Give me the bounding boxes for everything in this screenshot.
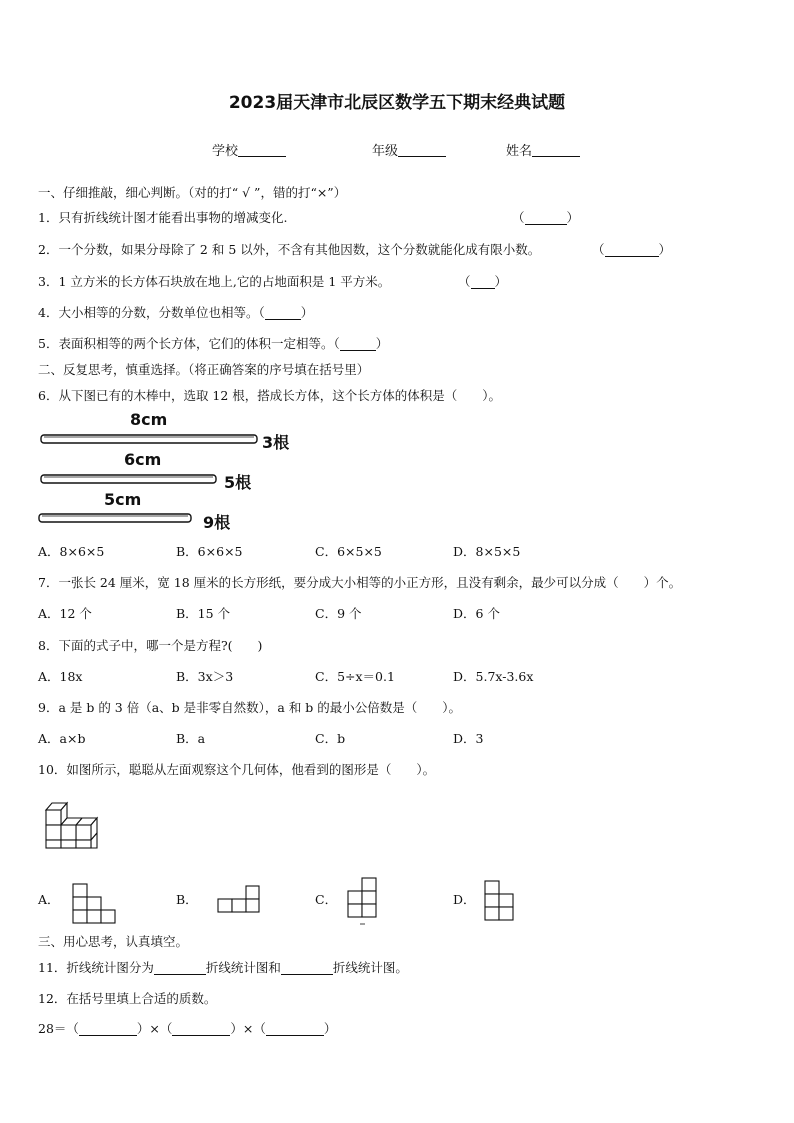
q8-option-a[interactable]: A．18x <box>38 669 83 684</box>
q12-times-2: ）×（ <box>230 1021 266 1036</box>
q12-blank-1[interactable] <box>79 1023 137 1036</box>
answer-paren-3[interactable]: （ ） <box>458 274 508 289</box>
rod-3 <box>38 512 194 524</box>
school-label: 学校 <box>212 144 239 159</box>
q7-option-c[interactable]: C．9 个 <box>315 606 362 621</box>
q11-blank-1[interactable] <box>154 962 206 975</box>
question-5-text: 5．表面积相等的两个长方体，它们的体积一定相等。 <box>38 336 334 351</box>
rod-2-count: 5根 <box>224 473 252 492</box>
q9-option-c[interactable]: C．b <box>315 731 346 746</box>
q10-option-c[interactable]: C． <box>315 892 338 907</box>
name-field <box>506 140 580 159</box>
answer-paren-1[interactable]: （ ） <box>512 210 580 225</box>
rod-3-length: 5cm <box>104 490 142 509</box>
q12-blank-3[interactable] <box>266 1023 324 1036</box>
q12-times-1: ）×（ <box>136 1021 173 1036</box>
section3-heading: 三、用心思考，认真填空。 <box>38 934 189 949</box>
question-9: 9．a 是 b 的 3 倍（a、b 是非零自然数），a 和 b 的最小公倍数是（ ）。 <box>38 700 462 715</box>
rod-2-length: 6cm <box>124 450 162 469</box>
question-11 <box>38 958 408 976</box>
question-12: 12．在括号里填上合适的质数。 <box>38 991 217 1006</box>
rod-1 <box>40 433 260 445</box>
question-2-text: 2．一个分数，如果分母除了 2 和 5 以外，不含有其他因数，这个分数就能化成有限小数。 <box>38 242 541 257</box>
q6-option-c[interactable]: C．6×5×5 <box>315 544 382 559</box>
question-7: 7．一张长 24 厘米，宽 18 厘米的长方形纸，要分成大小相等的小正方形，且没有剩余，最少可以分成（ ）个。 <box>38 575 682 590</box>
q11-blank-2[interactable] <box>281 962 333 975</box>
q12-expression <box>38 1019 336 1037</box>
q6-option-a[interactable]: A．8×6×5 <box>38 544 105 559</box>
question-8: 8．下面的式子中，哪一个是方程?( ) <box>38 638 263 653</box>
q7-option-a[interactable]: A．12 个 <box>38 606 92 621</box>
q9-option-b[interactable]: B．a <box>176 731 206 746</box>
q8-option-d[interactable]: D．5.7x-3.6x <box>453 669 534 684</box>
q10-option-d[interactable]: D． <box>453 892 476 907</box>
q12-expr-start: 28＝（ <box>38 1021 79 1036</box>
name-blank[interactable] <box>532 144 580 157</box>
section2-heading: 二、反复思考，慎重选择。（将正确答案的序号填在括号里） <box>38 362 370 377</box>
school-field <box>212 140 286 159</box>
grade-label: 年级 <box>372 144 399 159</box>
answer-paren-5[interactable]: （ ） <box>333 336 389 351</box>
grade-field <box>372 140 446 159</box>
rod-1-length: 8cm <box>130 410 168 429</box>
question-10: 10．如图所示，聪聪从左面观察这个几何体，他看到的图形是（ ）。 <box>38 762 436 777</box>
q10-option-b[interactable]: B． <box>176 892 198 907</box>
answer-paren-2[interactable]: （ ） <box>592 242 672 257</box>
q10-option-a[interactable]: A． <box>38 892 60 907</box>
question-2 <box>38 240 540 258</box>
rod-3-count: 9根 <box>203 513 231 532</box>
question-3 <box>38 272 390 290</box>
name-label: 姓名 <box>506 144 533 159</box>
question-5 <box>38 334 388 352</box>
question-1-text: 1．只有折线统计图才能看出事物的增减变化. <box>38 210 288 225</box>
q6-option-d[interactable]: D．8×5×5 <box>453 544 521 559</box>
grade-blank[interactable] <box>398 144 446 157</box>
answer-paren-4[interactable]: （ ） <box>258 305 314 320</box>
question-4 <box>38 303 313 321</box>
q8-option-c[interactable]: C．5÷x＝0.1 <box>315 669 395 684</box>
section1-heading: 一、仔细推敲，细心判断。（对的打“ √ ”，错的打“×”） <box>38 185 347 200</box>
page-title: 2023届天津市北辰区数学五下期末经典试题 <box>228 93 566 113</box>
q8-option-b[interactable]: B．3x＞3 <box>176 669 234 684</box>
question-1 <box>38 208 287 226</box>
q10-option-a-figure <box>72 883 116 925</box>
q10-option-d-figure <box>484 880 516 924</box>
question-11-text-a: 11．折线统计图分为 <box>38 960 154 975</box>
q9-option-d[interactable]: D．3 <box>453 731 484 746</box>
question-11-text-b: 折线统计图和 <box>205 960 281 975</box>
rod-2 <box>40 473 220 485</box>
q9-option-a[interactable]: A．a×b <box>38 731 86 746</box>
rod-1-count: 3根 <box>262 433 290 452</box>
question-4-text: 4．大小相等的分数，分数单位也相等。 <box>38 305 259 320</box>
q10-option-b-figure <box>217 885 261 915</box>
question-6: 6．从下图已有的木棒中，选取 12 根，搭成长方体，这个长方体的体积是（ ）。 <box>38 388 502 403</box>
q6-option-b[interactable]: B．6×6×5 <box>176 544 243 559</box>
q12-blank-2[interactable] <box>172 1023 230 1036</box>
question-11-text-c: 折线统计图。 <box>332 960 408 975</box>
cube-solid-figure <box>44 800 104 850</box>
question-3-text: 3．1 立方米的长方体石块放在地上,它的占地面积是 1 平方米。 <box>38 274 391 289</box>
q12-end: ） <box>323 1021 337 1036</box>
school-blank[interactable] <box>238 144 286 157</box>
q7-option-b[interactable]: B．15 个 <box>176 606 231 621</box>
q7-option-d[interactable]: D．6 个 <box>453 606 500 621</box>
q10-option-c-figure <box>347 877 379 927</box>
